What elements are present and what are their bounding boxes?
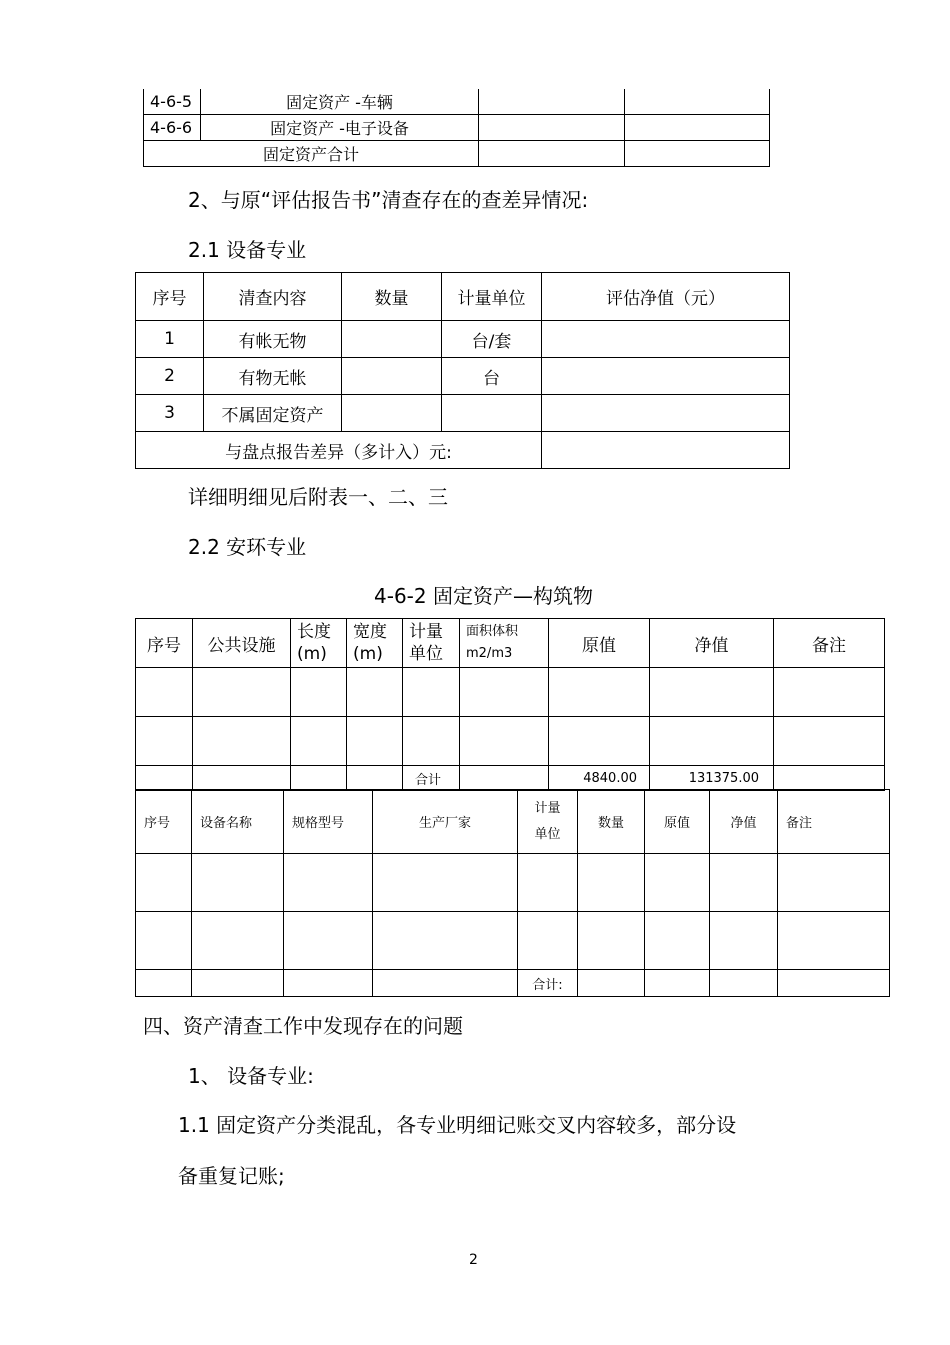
header-cell: 序号 bbox=[136, 790, 192, 854]
total-original-value: 4840.00 bbox=[549, 766, 650, 791]
table-cell bbox=[479, 141, 625, 167]
table-cell bbox=[291, 717, 347, 766]
table-cell bbox=[403, 668, 460, 717]
row-content: 有物无帐 bbox=[204, 358, 342, 395]
table-cell bbox=[136, 668, 193, 717]
table-cell bbox=[347, 766, 403, 791]
section-heading-safety: 2.2 安环专业 bbox=[188, 535, 307, 559]
table-cell bbox=[136, 766, 193, 791]
asset-name: 固定资产 -电子设备 bbox=[201, 115, 479, 141]
table-cell bbox=[778, 970, 890, 997]
table-cell bbox=[479, 115, 625, 141]
header-cell: 设备名称 bbox=[192, 790, 284, 854]
table-header-row bbox=[136, 619, 885, 668]
page-number: 2 bbox=[469, 1252, 478, 1268]
table-cell bbox=[774, 717, 885, 766]
table-cell bbox=[192, 854, 284, 912]
table-cell bbox=[342, 395, 442, 432]
header-cell: 计量单位 bbox=[442, 273, 542, 321]
header-cell: 备注 bbox=[778, 790, 890, 854]
table-cell bbox=[518, 854, 578, 912]
table-cell bbox=[460, 668, 549, 717]
table-cell bbox=[347, 717, 403, 766]
table-cell bbox=[542, 358, 790, 395]
table-cell bbox=[625, 115, 770, 141]
table-cell bbox=[542, 432, 790, 469]
total-net-value: 131375.00 bbox=[650, 766, 774, 791]
header-cell: 长度(m) bbox=[291, 619, 347, 668]
table-cell bbox=[342, 321, 442, 358]
table-row bbox=[144, 115, 770, 141]
header-cell: 序号 bbox=[136, 273, 204, 321]
table-row bbox=[136, 321, 790, 358]
table-row bbox=[136, 912, 890, 970]
header-cell: 净值 bbox=[710, 790, 778, 854]
table-cell bbox=[193, 717, 291, 766]
paragraph-diff: 2、与原“评估报告书”清查存在的查差异情况: bbox=[188, 188, 589, 212]
total-label: 固定资产合计 bbox=[144, 141, 479, 167]
table-cell bbox=[291, 766, 347, 791]
table-header-row bbox=[136, 790, 890, 854]
header-cell: 规格型号 bbox=[284, 790, 373, 854]
table-row bbox=[136, 854, 890, 912]
header-cell: 面积体积m2/m3 bbox=[460, 619, 549, 668]
table-cell bbox=[542, 321, 790, 358]
row-content: 不属固定资产 bbox=[204, 395, 342, 432]
summary-label: 与盘点报告差异（多计入）元: bbox=[136, 432, 542, 469]
structures-table bbox=[135, 618, 885, 791]
table-cell bbox=[284, 912, 373, 970]
table-cell bbox=[460, 766, 549, 791]
problem-item-text-line2: 备重复记账; bbox=[178, 1164, 285, 1188]
table-cell bbox=[403, 717, 460, 766]
table-cell bbox=[373, 854, 518, 912]
table-cell bbox=[778, 854, 890, 912]
row-unit: 台 bbox=[442, 358, 542, 395]
table-summary-row bbox=[136, 432, 790, 469]
table-cell bbox=[136, 912, 192, 970]
row-content: 有帐无物 bbox=[204, 321, 342, 358]
header-cell: 原值 bbox=[549, 619, 650, 668]
table-cell bbox=[645, 970, 710, 997]
table-cell bbox=[193, 668, 291, 717]
table-cell bbox=[578, 970, 645, 997]
header-cell: 序号 bbox=[136, 619, 193, 668]
table-cell bbox=[650, 668, 774, 717]
table-cell bbox=[650, 717, 774, 766]
table-cell bbox=[645, 854, 710, 912]
table-cell bbox=[778, 912, 890, 970]
table-cell bbox=[136, 854, 192, 912]
table-cell bbox=[625, 89, 770, 115]
table-cell bbox=[542, 395, 790, 432]
table-cell bbox=[774, 668, 885, 717]
table-cell bbox=[193, 766, 291, 791]
row-unit: 台/套 bbox=[442, 321, 542, 358]
table-total-row bbox=[136, 970, 890, 997]
table-cell bbox=[136, 970, 192, 997]
table-cell bbox=[549, 668, 650, 717]
total-label: 合计: bbox=[518, 970, 578, 997]
header-cell: 净值 bbox=[650, 619, 774, 668]
row-number: 3 bbox=[136, 395, 204, 432]
asset-code: 4-6-6 bbox=[144, 115, 201, 141]
header-cell: 计量单位 bbox=[518, 790, 578, 854]
table-cell bbox=[373, 912, 518, 970]
table-cell bbox=[192, 970, 284, 997]
table-cell bbox=[645, 912, 710, 970]
table-cell bbox=[342, 358, 442, 395]
row-number: 1 bbox=[136, 321, 204, 358]
table-cell bbox=[460, 717, 549, 766]
total-label: 合计 bbox=[403, 766, 460, 791]
header-cell: 数量 bbox=[578, 790, 645, 854]
table-cell bbox=[710, 912, 778, 970]
header-cell: 宽度(m) bbox=[347, 619, 403, 668]
asset-code: 4-6-5 bbox=[144, 89, 201, 115]
table-cell bbox=[710, 970, 778, 997]
header-cell: 备注 bbox=[774, 619, 885, 668]
table-total-row bbox=[136, 766, 885, 791]
table-row bbox=[136, 668, 885, 717]
section-heading-problems: 四、资产清查工作中发现存在的问题 bbox=[143, 1014, 463, 1038]
header-cell: 计量单位 bbox=[403, 619, 460, 668]
table-cell bbox=[774, 766, 885, 791]
table-cell bbox=[625, 141, 770, 167]
table-cell bbox=[291, 668, 347, 717]
table-row bbox=[144, 89, 770, 115]
problem-item-text-line1: 1.1 固定资产分类混乱，各专业明细记账交叉内容较多，部分设 bbox=[178, 1113, 737, 1137]
table-cell bbox=[578, 854, 645, 912]
table-cell bbox=[136, 717, 193, 766]
equipment-list-table bbox=[135, 789, 890, 997]
table-header-row bbox=[136, 273, 790, 321]
row-unit bbox=[442, 395, 542, 432]
table-row bbox=[136, 717, 885, 766]
table-title: 4-6-2 固定资产—构筑物 bbox=[374, 584, 593, 608]
table-cell bbox=[578, 912, 645, 970]
table-row bbox=[136, 358, 790, 395]
table-cell bbox=[284, 970, 373, 997]
table-cell bbox=[710, 854, 778, 912]
table-cell bbox=[549, 717, 650, 766]
asset-name: 固定资产 -车辆 bbox=[201, 89, 479, 115]
header-cell: 评估净值（元） bbox=[542, 273, 790, 321]
paragraph-detail: 详细明细见后附表一、二、三 bbox=[188, 485, 448, 509]
table-cell bbox=[373, 970, 518, 997]
header-cell: 生产厂家 bbox=[373, 790, 518, 854]
header-cell: 公共设施 bbox=[193, 619, 291, 668]
table-cell bbox=[284, 854, 373, 912]
row-number: 2 bbox=[136, 358, 204, 395]
table-cell bbox=[518, 912, 578, 970]
header-cell: 原值 bbox=[645, 790, 710, 854]
table-cell bbox=[347, 668, 403, 717]
table-row bbox=[136, 395, 790, 432]
problem-item-heading: 1、 设备专业: bbox=[188, 1064, 314, 1088]
header-cell: 数量 bbox=[342, 273, 442, 321]
header-cell: 清查内容 bbox=[204, 273, 342, 321]
fixed-assets-summary-table bbox=[143, 89, 770, 167]
table-cell bbox=[192, 912, 284, 970]
table-total-row bbox=[144, 141, 770, 167]
equipment-diff-table bbox=[135, 272, 790, 469]
table-cell bbox=[479, 89, 625, 115]
section-heading-equipment: 2.1 设备专业 bbox=[188, 238, 307, 262]
